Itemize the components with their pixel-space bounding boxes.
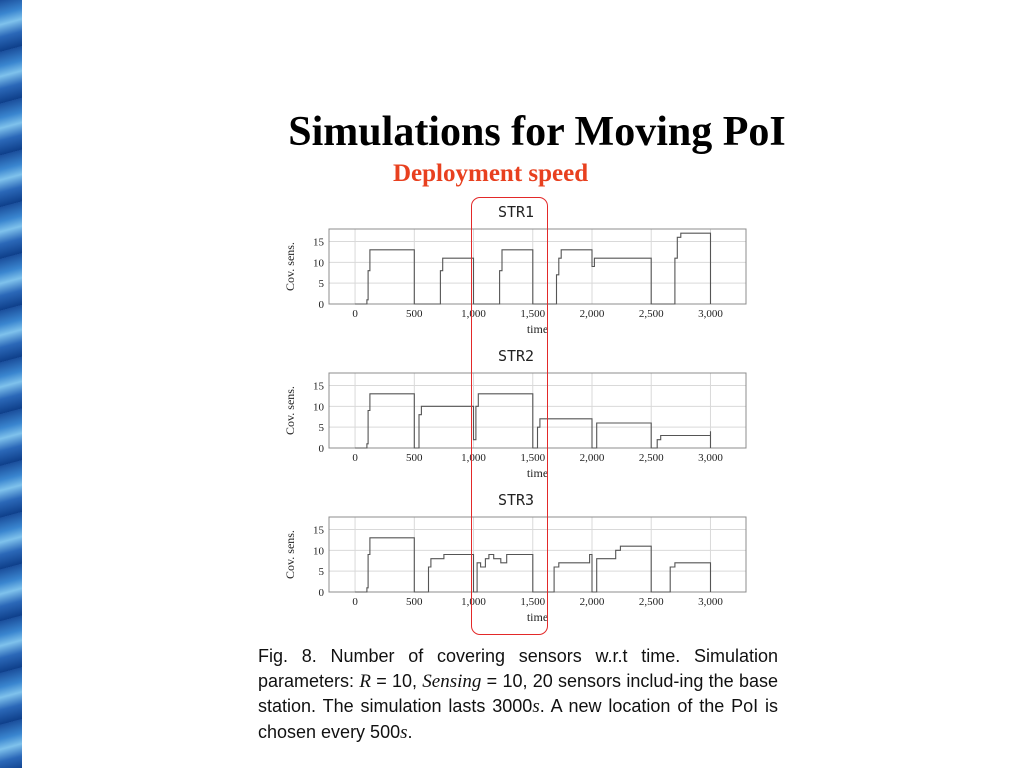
y-tick-label: 10	[313, 257, 324, 270]
x-tick-label: 500	[406, 596, 423, 608]
x-tick-label: 0	[352, 452, 358, 464]
caption-math-r: R	[359, 670, 371, 692]
caption-text-1: Fig. 8. Number of covering sensors w.r.t time. Simulation parameters:	[258, 646, 778, 691]
x-tick-label: 2,500	[638, 452, 664, 464]
y-tick-label: 0	[318, 299, 324, 311]
caption-math-sensing: Sensing	[422, 670, 482, 692]
y-tick-label: 5	[318, 566, 324, 579]
caption-text-4: . A new location of the PoI is chosen every 500	[258, 696, 778, 742]
chart-title: STR2	[497, 347, 535, 365]
y-tick-label: 15	[313, 236, 324, 249]
x-tick-label: 2,500	[638, 308, 664, 320]
x-tick-label: 1,500	[520, 308, 546, 320]
caption-math-s2: s	[400, 721, 408, 743]
x-tick-label: 2,000	[579, 308, 605, 320]
x-tick-label: 3,000	[698, 308, 723, 320]
x-tick-label: 0	[352, 596, 358, 608]
y-tick-label: 5	[318, 278, 324, 291]
slide-subtitle: Deployment speed	[393, 160, 589, 187]
y-tick-label: 10	[313, 545, 324, 558]
x-axis-label: time	[526, 610, 549, 624]
x-tick-label: 0	[352, 308, 358, 320]
slide-title: Simulations for Moving PoI	[288, 109, 786, 155]
y-tick-label: 15	[313, 524, 324, 537]
figure-caption	[258, 644, 778, 745]
y-axis-label: Cov. sens.	[283, 386, 297, 435]
caption-text-2: = 10,	[370, 670, 423, 691]
chart-title: STR1	[497, 203, 535, 221]
x-axis-label: time	[526, 466, 549, 480]
x-tick-label: 500	[406, 452, 423, 464]
x-tick-label: 3,000	[698, 596, 723, 608]
x-tick-label: 1,000	[461, 452, 486, 464]
y-tick-label: 0	[318, 443, 324, 455]
x-tick-label: 1,500	[520, 596, 546, 608]
x-axis-label: time	[526, 322, 549, 336]
x-tick-label: 1,000	[461, 596, 486, 608]
x-tick-label: 3,000	[698, 452, 723, 464]
highlight-box	[471, 197, 548, 635]
chart-title: STR3	[497, 491, 535, 509]
caption-math-s1: s	[532, 696, 540, 717]
x-tick-label: 500	[406, 308, 423, 320]
x-tick-label: 2,000	[579, 452, 605, 464]
y-tick-label: 15	[313, 380, 324, 393]
y-tick-label: 0	[318, 587, 324, 599]
x-tick-label: 1,500	[520, 452, 546, 464]
y-axis-label: Cov. sens.	[283, 242, 297, 291]
y-tick-label: 10	[313, 401, 324, 414]
y-axis-label: Cov. sens.	[283, 530, 297, 579]
caption-text-5: .	[407, 721, 413, 742]
x-tick-label: 1,000	[461, 308, 486, 320]
x-tick-label: 2,500	[638, 596, 664, 608]
x-tick-label: 2,000	[579, 596, 605, 608]
caption-text-3: = 10, 20 sensors includ-ing the base station. The simulation lasts 3000	[258, 670, 778, 716]
y-tick-label: 5	[318, 422, 324, 435]
